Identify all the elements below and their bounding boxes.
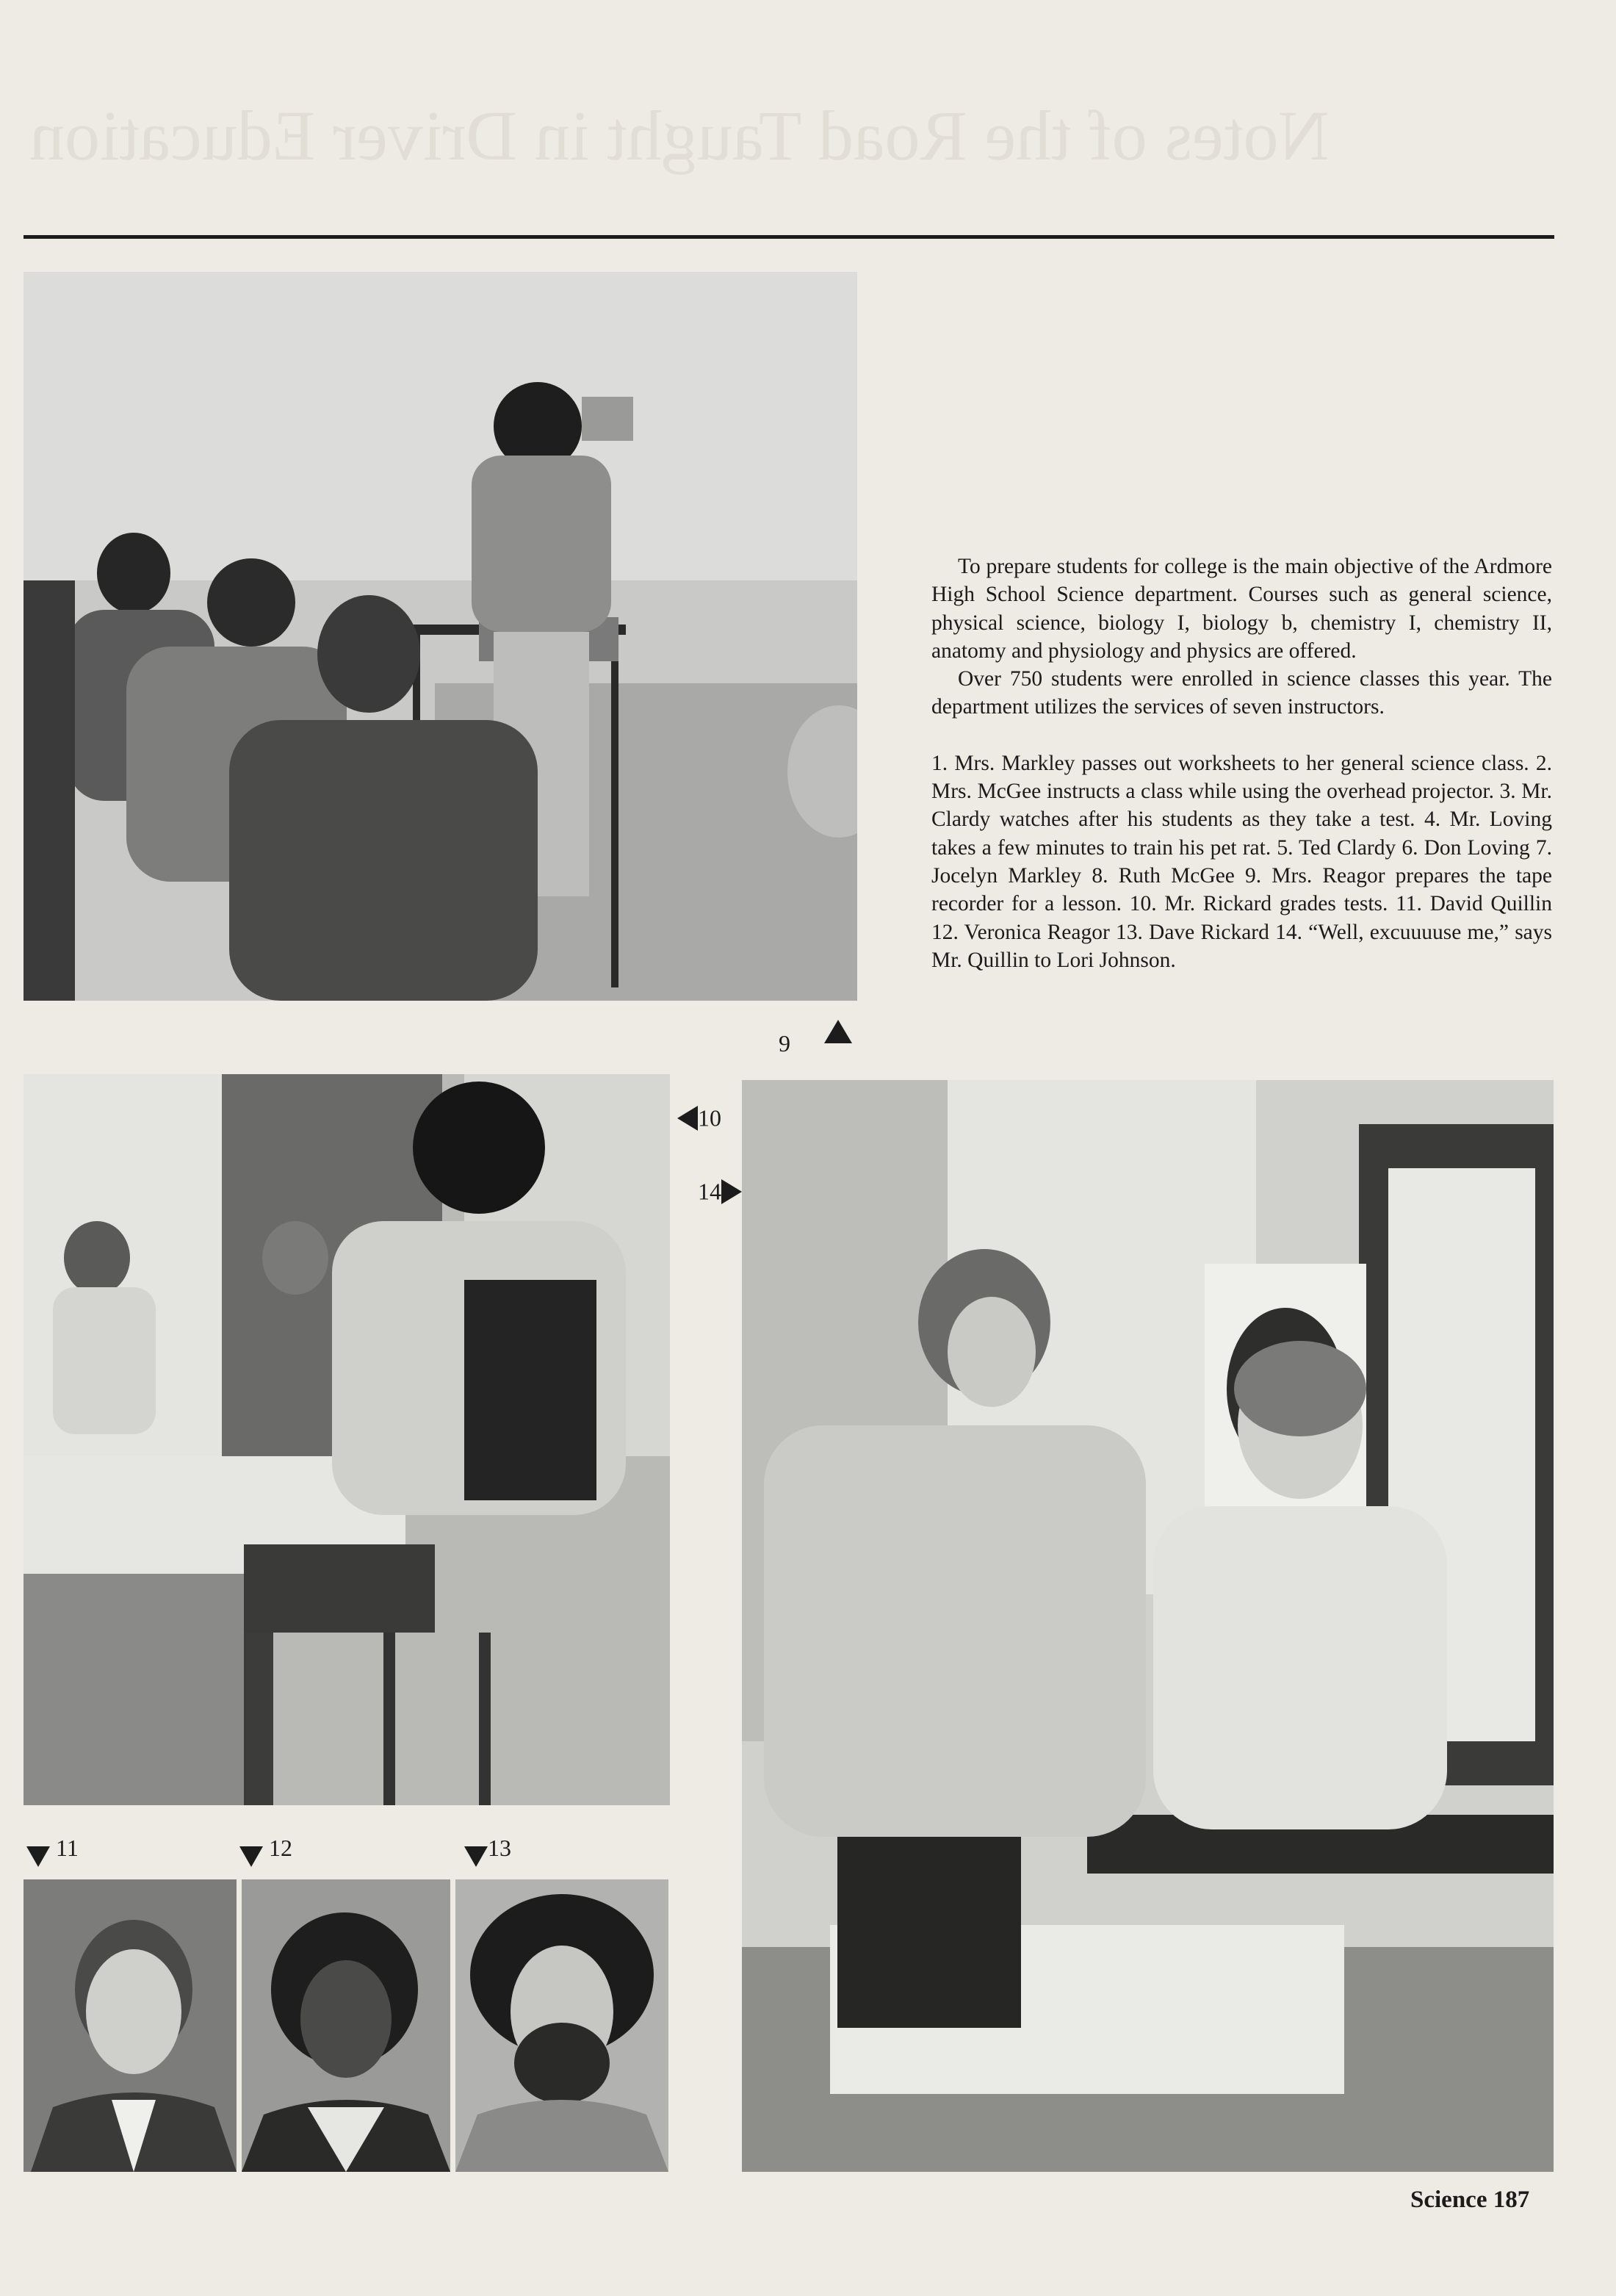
arrow-down-icon [239,1846,263,1867]
header-rule [24,235,1554,239]
photo-14-students-talking [742,1080,1554,2172]
portrait-11-david-quillin [24,1879,237,2172]
portrait-13-dave-rickard [455,1879,668,2172]
section-name: Science [1410,2187,1487,2213]
marker-12-label: 12 [269,1835,292,1861]
marker-11-label: 11 [56,1835,79,1861]
paragraph-enrollment: Over 750 students were enrolled in science classes this year. The department utilizes the services of seven instructors. [931,667,1552,719]
marker-14-label: 14 [698,1178,721,1205]
article-text [931,553,1552,974]
arrow-up-icon [824,1020,852,1047]
photo-9-classroom [24,272,857,1001]
marker-9 [779,1030,790,1057]
paragraph-intro: To prepare students for college is the main objective of the Ardmore High School Science department. Courses such as general science, physical science, biology I, biology b, chemistry I, chemistry II, anatomy and physiology and physics are offered. [931,555,1552,663]
marker-10-label: 10 [698,1104,721,1131]
page-folio [1410,2187,1529,2214]
marker-13 [464,1835,511,1867]
arrow-down-icon [26,1846,50,1867]
marker-14 [698,1176,742,1205]
arrow-down-icon [464,1846,488,1867]
photo-captions: 1. Mrs. Markley passes out worksheets to her general science class. 2. Mrs. McGee instructs a class while using the overhead projector. 3. Mr. Clardy watches after his students as they take a test. 4. Mr. Loving takes a few minutes to train his pet rat. 5. Ted Clardy 6. Don Loving 7. Jocelyn Markley 8. Ruth McGee 9. Mrs. Reagor prepares the tape recorder for a lesson. 10. Mr. Rickard grades tests. 11. David Quillin 12. Veronica Reagor 13. Dave Rickard 14. “Well, excuuuuse me,” says Mr. Quillin to Lori Johnson. [931,751,1552,972]
bleed-through-heading: Notes of the Road Taught in Driver Education [29,96,1330,175]
marker-13-label: 13 [488,1835,511,1861]
marker-12 [239,1835,292,1867]
page-number: 187 [1493,2187,1530,2213]
marker-9-label: 9 [779,1030,790,1057]
arrow-right-icon [721,1179,742,1204]
arrow-left-icon [677,1106,698,1131]
marker-11 [26,1835,79,1867]
marker-10 [677,1102,721,1131]
photo-10-grading-tests [24,1074,670,1805]
portrait-12-veronica-reagor [242,1879,450,2172]
